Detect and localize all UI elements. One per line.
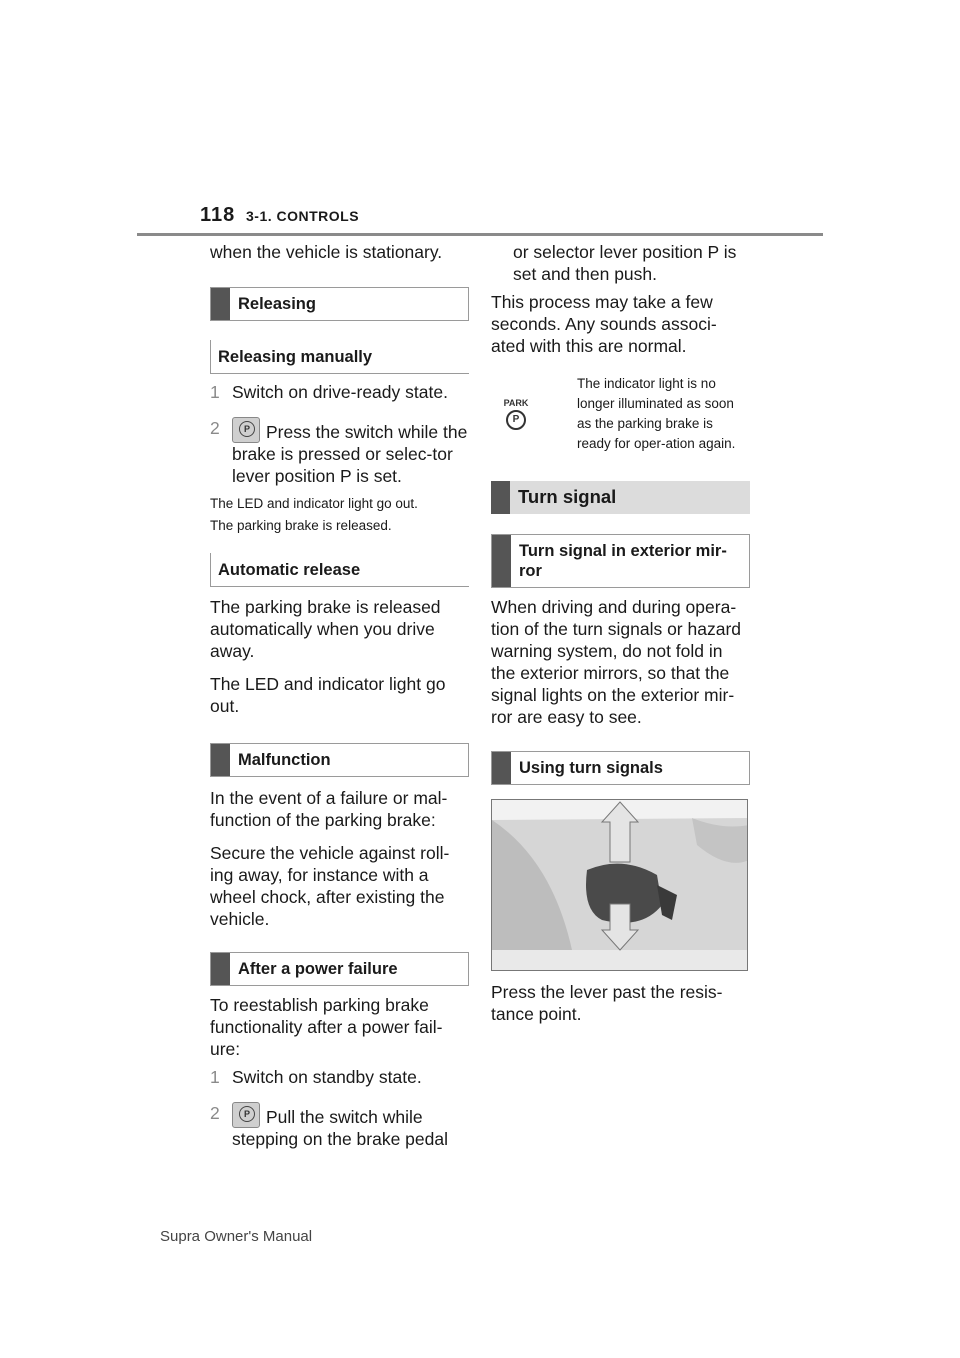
manual-note-led: The LED and indicator light go out.: [210, 496, 418, 511]
heading-automatic-release: Automatic release: [210, 553, 469, 587]
parking-brake-switch-icon: [232, 1102, 260, 1128]
auto-text-2: The LED and indicator light go out.: [210, 674, 446, 716]
auto-text-1: The parking brake is released automatically when you drive away.: [210, 597, 441, 661]
parking-brake-switch-icon: [232, 417, 260, 443]
indicator-note-text: The indicator light is no longer illuminated as soon as the parking brake is ready for oper-ation again.: [577, 376, 736, 451]
park-indicator-icon: PARK P: [491, 398, 541, 430]
manual-step-2: 2 P Press the switch while the brake is pressed or selec-tor lever position P is set.: [210, 417, 468, 487]
indicator-note: [491, 374, 749, 454]
heading-turn-signal: Turn signal: [491, 481, 750, 514]
power-step-2: 2 P Pull the switch while stepping on the brake pedal: [210, 1102, 468, 1150]
malfunction-text-2: Secure the vehicle against roll-ing away, for instance with a wheel chock, after existing the vehicle.: [210, 843, 450, 929]
mirror-text: When driving and during opera-tion of the turn signals or hazard warning system, do not fold in the exterior mirrors, so that the signal lights on the exterior mir-ror are easy to see.: [491, 597, 742, 727]
malfunction-text-1: In the event of a failure or mal-function of the parking brake:: [210, 788, 448, 830]
heading-releasing-manually: Releasing manually: [210, 340, 469, 374]
lever-drawing: [492, 800, 748, 971]
right-column: [491, 240, 749, 1025]
power-text: To reestablish parking brake functionality after a power fail-ure:: [210, 995, 443, 1059]
lever-text: Press the lever past the resis-tance point.: [491, 982, 723, 1024]
manual-step-1: 1 Switch on drive-ready state.: [210, 382, 448, 402]
heading-after-power-failure: After a power failure: [210, 952, 469, 986]
footer-manual-name: Supra Owner's Manual: [160, 1228, 313, 1245]
process-text: This process may take a few seconds. Any sounds associ-ated with this are normal.: [491, 292, 717, 356]
left-column: [210, 240, 468, 1150]
continued-step-text: or selector lever position P is set and then push.: [513, 242, 737, 284]
heading-turn-signal-mirror: Turn signal in exterior mir-ror: [491, 534, 750, 588]
header-rule: [137, 233, 823, 236]
turn-signal-lever-illustration: [491, 799, 748, 971]
heading-using-turn-signals: Using turn signals: [491, 751, 750, 785]
intro-text: when the vehicle is stationary.: [210, 242, 443, 262]
manual-note-released: The parking brake is released.: [210, 518, 392, 533]
power-step-1: 1 Switch on standby state.: [210, 1067, 422, 1087]
section-title: 3-1. CONTROLS: [246, 208, 360, 224]
page-number: 118: [200, 204, 236, 226]
heading-releasing: Releasing: [210, 287, 469, 321]
heading-malfunction: Malfunction: [210, 743, 469, 777]
